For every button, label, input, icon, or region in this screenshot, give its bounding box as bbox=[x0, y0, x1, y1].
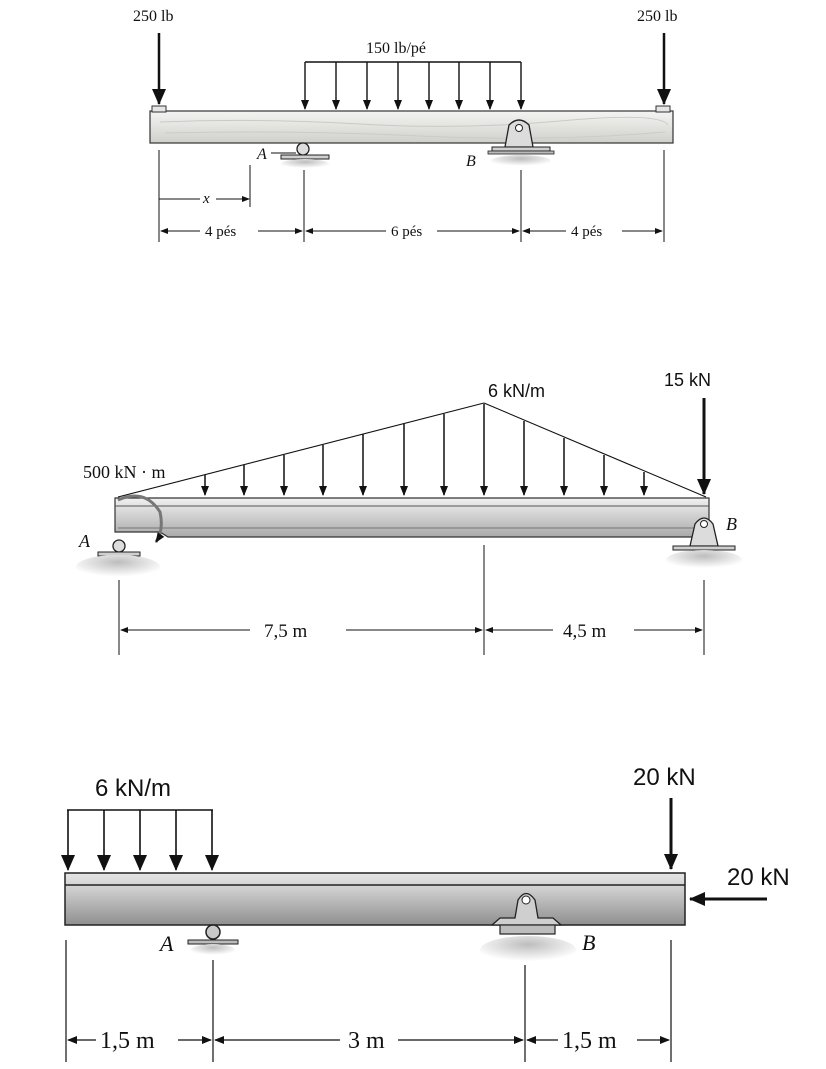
distributed-load-1 bbox=[305, 62, 521, 109]
dim-2-label: 6 pés bbox=[391, 224, 423, 240]
moment-label: 500 kN · m bbox=[83, 462, 166, 482]
load-left-label: 250 lb bbox=[133, 8, 174, 25]
support-b-label-3: B bbox=[582, 930, 596, 955]
steel-beam-2 bbox=[115, 498, 709, 537]
roller-support-a bbox=[281, 143, 329, 169]
dim-1-label: 4 pés bbox=[205, 224, 237, 240]
vertical-load-label: 20 kN bbox=[633, 764, 696, 791]
figure-2 bbox=[76, 370, 742, 655]
point-load-label: 15 kN bbox=[664, 370, 712, 390]
load-right-label: 250 lb bbox=[637, 8, 678, 25]
dim-15b-label: 1,5 m bbox=[562, 1028, 617, 1054]
steel-beam-3 bbox=[65, 873, 685, 925]
distributed-load-label: 150 lb/pé bbox=[366, 40, 426, 57]
wood-beam bbox=[150, 111, 673, 143]
horizontal-load-label: 20 kN bbox=[727, 864, 790, 891]
dim-45-label: 4,5 m bbox=[563, 621, 607, 642]
x-label: x bbox=[203, 191, 210, 207]
support-b-label-2: B bbox=[726, 514, 737, 534]
figure-1 bbox=[133, 8, 677, 242]
dist-load-label-3: 6 kN/m bbox=[95, 775, 172, 802]
dim-15a-label: 1,5 m bbox=[100, 1028, 155, 1054]
distributed-load-3 bbox=[67, 810, 213, 870]
dim-3-label: 3 m bbox=[348, 1028, 385, 1054]
figure-3 bbox=[65, 764, 790, 1062]
dim-75-label: 7,5 m bbox=[264, 621, 308, 642]
peak-load-label: 6 kN/m bbox=[488, 381, 546, 401]
support-b-label: B bbox=[466, 153, 476, 170]
support-a-label-3: A bbox=[160, 931, 174, 956]
triangular-load bbox=[118, 403, 706, 497]
support-a-label: A bbox=[257, 146, 267, 163]
support-a-label-2: A bbox=[79, 531, 90, 551]
roller-support-a-3 bbox=[188, 925, 238, 956]
dim-3-label: 4 pés bbox=[571, 224, 603, 240]
